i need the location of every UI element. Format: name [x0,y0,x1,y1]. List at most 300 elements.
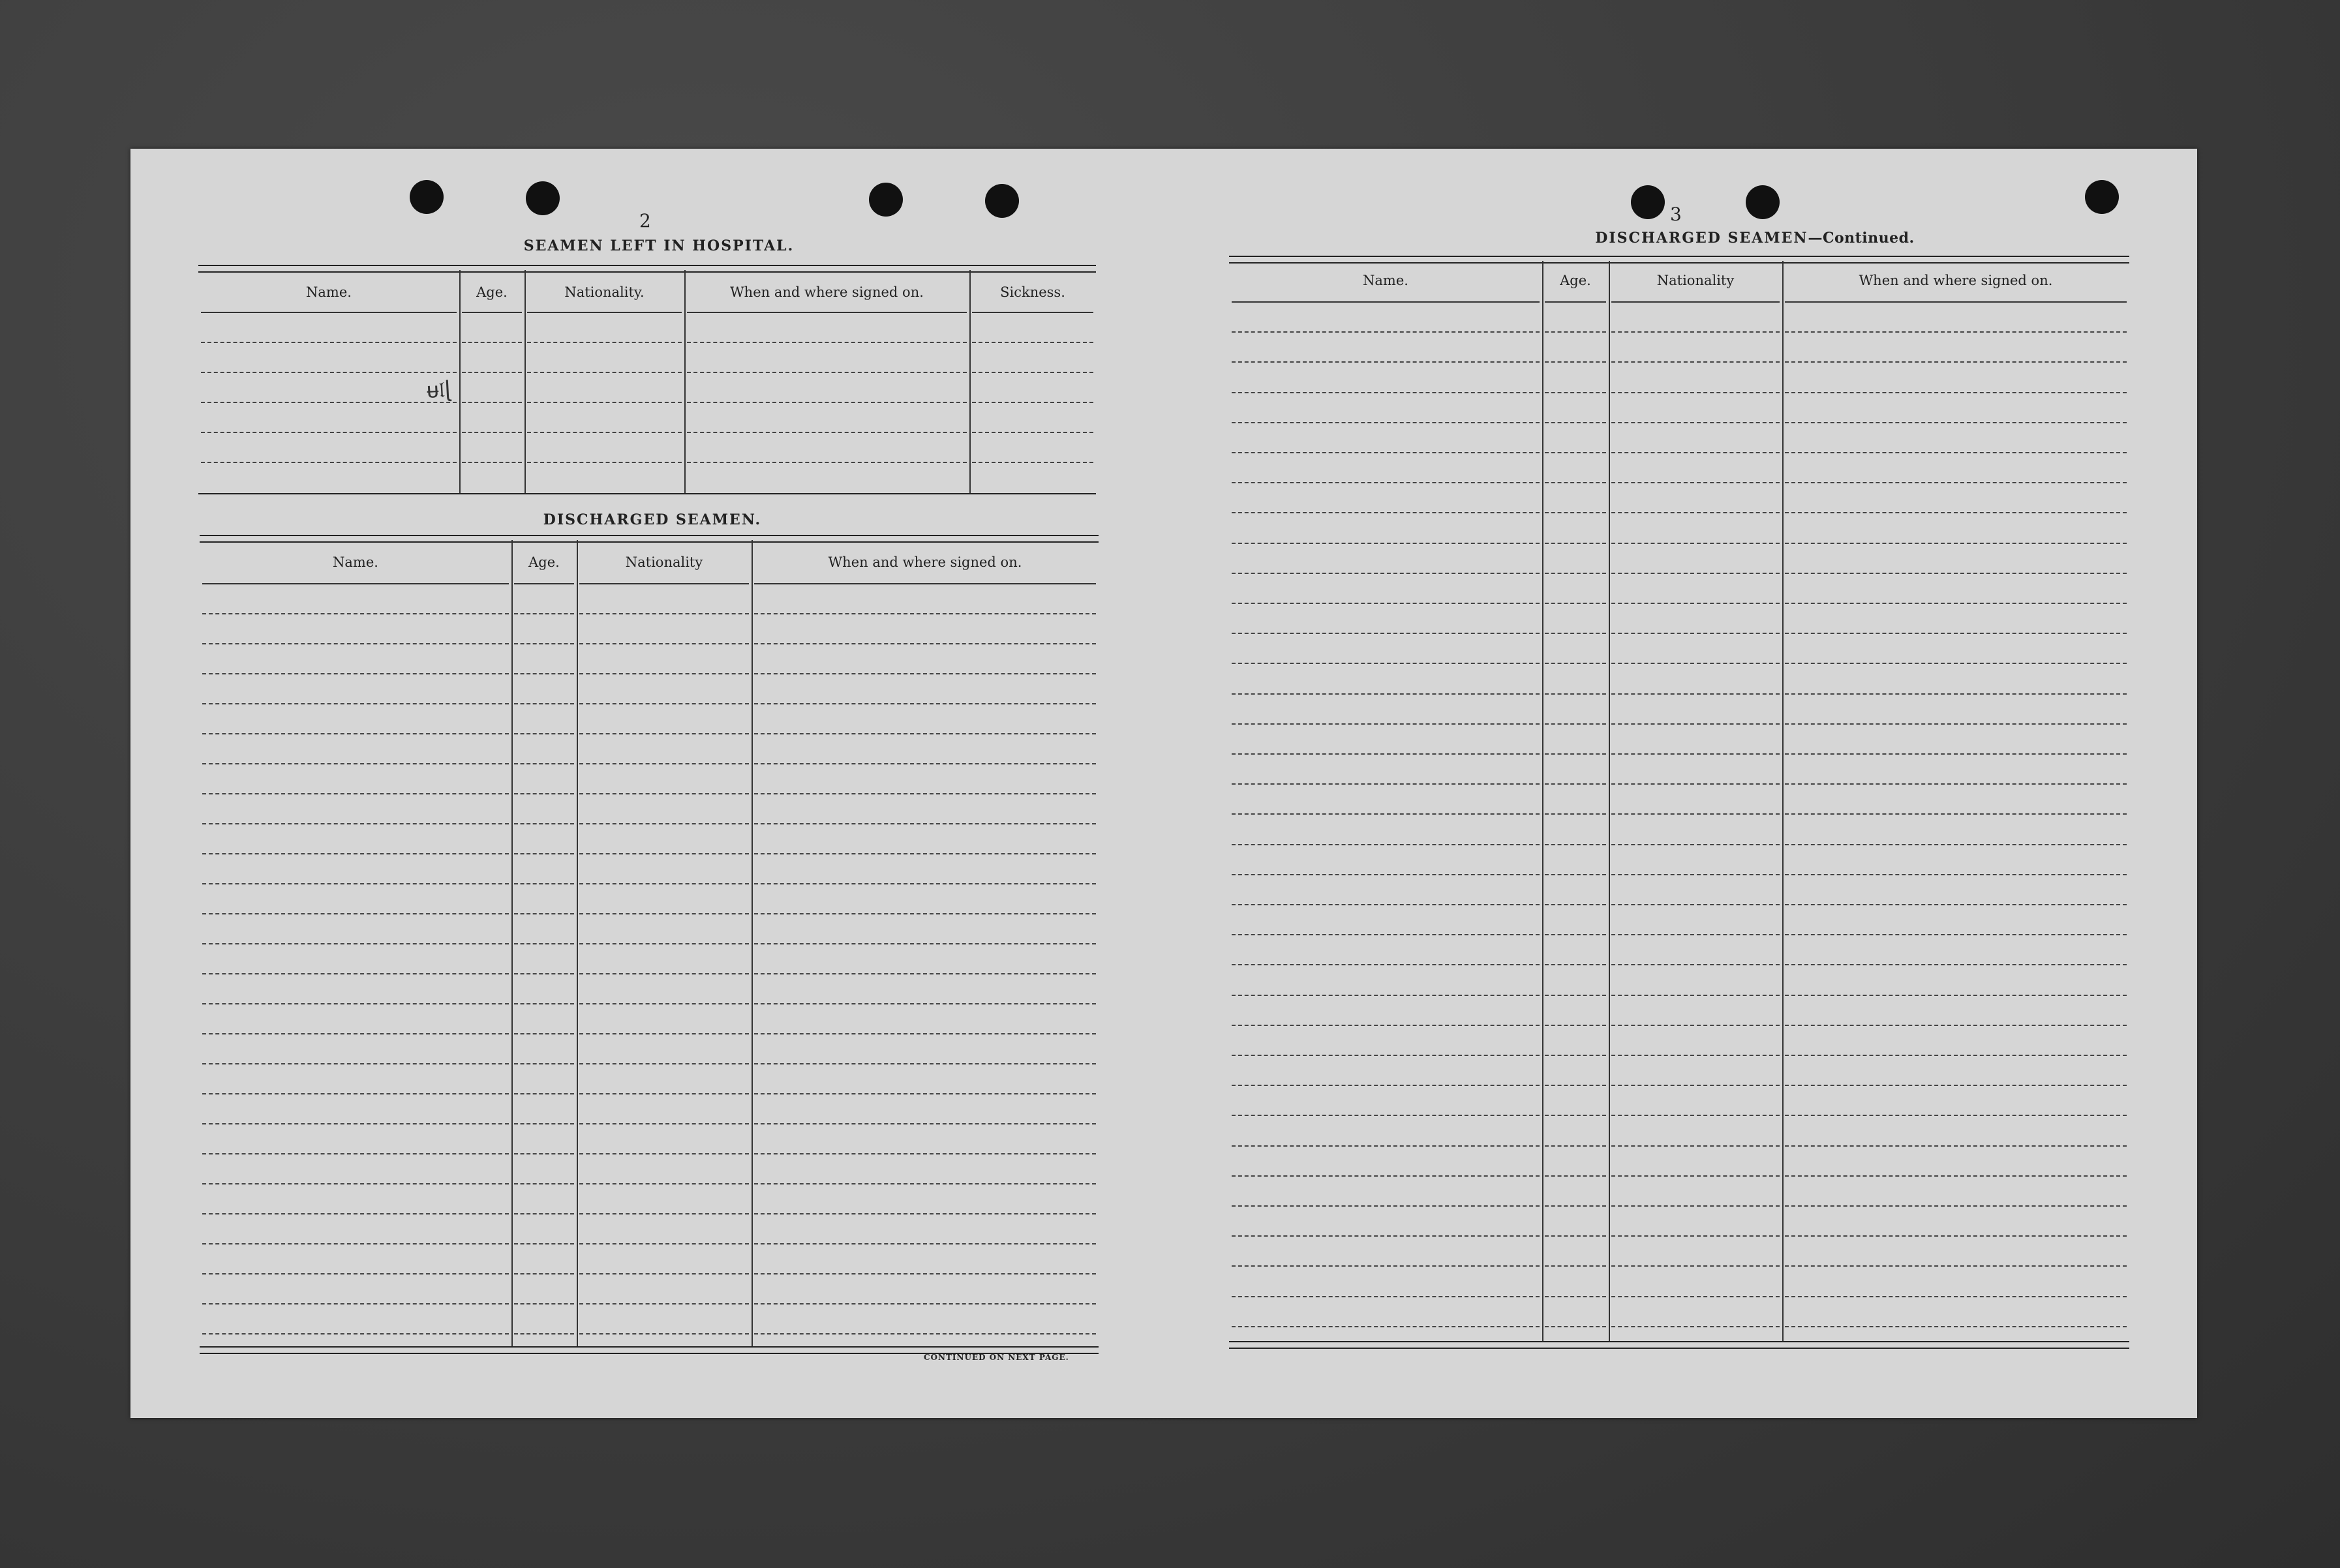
ruled-row-line [687,402,967,403]
ruled-row-line [1232,1115,1540,1116]
table-top-rule [1229,256,2129,264]
ruled-row-line [202,943,509,944]
ruled-row-line [202,913,509,914]
ruled-row-line [579,613,749,614]
ruled-row-line [754,853,1096,854]
ruled-row-line [972,372,1093,373]
ruled-row-line [1611,1085,1780,1086]
ruled-row-line [1611,995,1780,996]
ruled-row-line [687,432,967,433]
ruled-row-line [1545,1265,1606,1267]
ruled-row-line [1545,663,1606,664]
ruled-row-line [1545,995,1606,996]
ruled-row-line [1785,995,2127,996]
ruled-row-line [202,1033,509,1034]
ruled-row-line [1232,452,1540,453]
ruled-row-line [579,1153,749,1154]
page-number-right: 3 [1670,204,1682,225]
ruled-row-line [202,733,509,734]
ruled-row-line [514,973,574,974]
ruled-row-line [202,1333,509,1334]
ruled-row-line [1232,361,1540,363]
punch-hole [410,180,444,214]
ruled-row-line [514,673,574,674]
ruled-row-line [514,1033,574,1034]
ruled-row-line [1785,1175,2127,1177]
column-divider [524,270,526,493]
column-divider [1542,261,1543,1341]
column-header-sickness: Sickness. [1000,284,1065,300]
ruled-row-line [202,673,509,674]
ruled-row-line [1611,753,1780,755]
ruled-row-line [527,402,682,403]
ruled-row-line [514,1063,574,1064]
ruled-row-line [514,1153,574,1154]
ruled-row-line [1611,452,1780,453]
ruled-row-line [1785,543,2127,544]
ruled-row-line [202,793,509,794]
ruled-row-line [1545,693,1606,695]
ruled-row-line [1545,964,1606,965]
column-header-name: Name. [306,284,352,300]
ruled-row-line [1545,783,1606,785]
ruled-row-line [514,883,574,884]
punch-hole [985,184,1019,218]
ruled-row-line [1545,1085,1606,1086]
ruled-row-line [1232,723,1540,725]
ruled-row-line [1785,844,2127,845]
ruled-row-line [579,1003,749,1004]
hospital-table [198,265,1096,500]
ruled-row-line [754,1273,1096,1274]
ruled-row-line [1232,1175,1540,1177]
ruled-row-line [1611,1145,1780,1147]
ruled-row-line [1545,633,1606,634]
ruled-row-line [1545,934,1606,935]
ruled-row-line [754,1213,1096,1214]
ruled-row-line [579,733,749,734]
ruled-row-line [1611,934,1780,935]
ruled-row-line [1785,422,2127,423]
ruled-row-line [1232,874,1540,875]
ruled-row-line [754,733,1096,734]
ruled-row-line [754,703,1096,704]
ruled-row-line [1232,603,1540,604]
discharged-section-title: DISCHARGED SEAMEN. [543,511,762,528]
ruled-row-line [1611,693,1780,695]
header-underline [201,312,457,313]
ruled-row-line [201,342,457,343]
header-underline [527,312,682,313]
ruled-row-line [1232,1085,1540,1086]
table-bottom-rule [198,493,1096,494]
ruled-row-line [579,853,749,854]
ruled-row-line [754,1033,1096,1034]
header-underline [514,583,574,584]
ruled-row-line [514,1093,574,1094]
ruled-row-line [1785,1085,2127,1086]
header-underline [462,312,522,313]
column-header-age: Age. [528,554,560,570]
ruled-row-line [527,462,682,463]
header-underline [1785,301,2127,303]
ruled-row-line [1232,1265,1540,1267]
ruled-row-line [1232,1055,1540,1056]
ruled-row-line [754,943,1096,944]
ruled-row-line [1232,1145,1540,1147]
ruled-row-line [202,703,509,704]
ruled-row-line [754,1333,1096,1334]
ruled-row-line [687,372,967,373]
ruled-row-line [754,1093,1096,1094]
discharged-continued-title [1500,230,2009,247]
ruled-row-line [462,402,522,403]
table-top-rule [200,535,1099,543]
ruled-row-line [1545,1025,1606,1026]
punch-hole [2085,180,2119,214]
ruled-row-line [1785,1115,2127,1116]
ruled-row-line [514,853,574,854]
ruled-row-line [462,342,522,343]
ruled-row-line [1611,844,1780,845]
ruled-row-line [202,823,509,824]
ruled-row-line [514,823,574,824]
ruled-row-line [527,342,682,343]
ruled-row-line [754,1153,1096,1154]
punch-hole [1631,185,1665,219]
header-underline [754,583,1096,584]
ruled-row-line [1232,1326,1540,1327]
ruled-row-line [1611,964,1780,965]
ruled-row-line [1611,1115,1780,1116]
ruled-row-line [1232,934,1540,935]
ruled-row-line [1545,1145,1606,1147]
ruled-row-line [202,883,509,884]
ruled-row-line [687,462,967,463]
ruled-row-line [754,1003,1096,1004]
column-header-nationality: Nationality [1656,273,1735,288]
header-underline [202,583,509,584]
ruled-row-line [1545,452,1606,453]
ruled-row-line [1785,633,2127,634]
ruled-row-line [1611,783,1780,785]
ruled-row-line [1545,422,1606,423]
ruled-row-line [202,613,509,614]
ruled-row-line [1785,452,2127,453]
ruled-row-line [1785,874,2127,875]
ruled-row-line [514,1003,574,1004]
ruled-row-line [514,1303,574,1304]
ruled-row-line [972,432,1093,433]
ruled-row-line [1232,512,1540,513]
ruled-row-line [1545,392,1606,393]
ruled-row-line [1785,723,2127,725]
ruled-row-line [462,462,522,463]
ruled-row-line [1611,361,1780,363]
ruled-row-line [754,913,1096,914]
ruled-row-line [1611,874,1780,875]
column-header-nationality: Nationality. [564,284,645,300]
ruled-row-line [514,703,574,704]
ruled-row-line [1611,633,1780,634]
ruled-row-line [579,1333,749,1334]
table-top-rule [198,265,1096,273]
ruled-row-line [1785,904,2127,905]
ruled-row-line [514,1333,574,1334]
ruled-row-line [1785,1326,2127,1327]
ruled-row-line [1232,753,1540,755]
ruled-row-line [579,1123,749,1124]
ruled-row-line [754,793,1096,794]
ruled-row-line [1545,331,1606,333]
ruled-row-line [1232,964,1540,965]
ruled-row-line [754,1303,1096,1304]
ruled-row-line [1611,813,1780,815]
column-divider [511,540,513,1346]
ruled-row-line [579,793,749,794]
ruled-row-line [579,973,749,974]
ruled-row-line [579,763,749,764]
ruled-row-line [1545,1055,1606,1056]
header-underline [579,583,749,584]
column-divider [1782,261,1784,1341]
ruled-row-line [1785,361,2127,363]
ruled-row-line [1611,392,1780,393]
column-divider [459,270,461,493]
ruled-row-line [1611,331,1780,333]
ruled-row-line [972,462,1093,463]
ruled-row-line [687,342,967,343]
ruled-row-line [1611,422,1780,423]
ruled-row-line [1232,693,1540,695]
column-header-age: Age. [476,284,508,300]
column-divider [752,540,753,1346]
ruled-row-line [1611,1235,1780,1237]
ruled-row-line [1545,813,1606,815]
ruled-row-line [514,1213,574,1214]
ruled-row-line [202,763,509,764]
ruled-row-line [1611,1296,1780,1297]
ruled-row-line [1545,482,1606,483]
column-divider [1609,261,1610,1341]
ruled-row-line [514,793,574,794]
ruled-row-line [1232,1205,1540,1207]
column-header-signed-on: When and where signed on. [828,554,1022,570]
header-underline [1545,301,1606,303]
ruled-row-line [1611,663,1780,664]
ruled-row-line [1232,1235,1540,1237]
ruled-row-line [514,733,574,734]
ruled-row-line [462,432,522,433]
ruled-row-line [1611,1326,1780,1327]
ruled-row-line [1545,723,1606,725]
ruled-row-line [1232,633,1540,634]
ruled-row-line [1232,1296,1540,1297]
ruled-row-line [1785,482,2127,483]
discharged-continued-title-suffix: —Continued. [1808,230,1915,247]
ruled-row-line [1232,392,1540,393]
ruled-row-line [579,703,749,704]
ruled-row-line [1611,723,1780,725]
ruled-row-line [462,372,522,373]
ruled-row-line [1785,1145,2127,1147]
ruled-row-line [754,823,1096,824]
ruled-row-line [1611,1205,1780,1207]
ruled-row-line [1545,874,1606,875]
ruled-row-line [579,1273,749,1274]
ruled-row-line [1545,1205,1606,1207]
ruled-row-line [202,1273,509,1274]
ruled-row-line [1232,573,1540,574]
ruled-row-line [1545,603,1606,604]
ruled-row-line [579,1303,749,1304]
punch-hole [869,183,903,217]
ruled-row-line [514,613,574,614]
ruled-row-line [754,613,1096,614]
ruled-row-line [1611,1055,1780,1056]
ruled-row-line [1785,573,2127,574]
ruled-row-line [579,1033,749,1034]
ruled-row-line [202,1183,509,1184]
ruled-row-line [1232,1025,1540,1026]
ruled-row-line [202,1213,509,1214]
ruled-row-line [202,643,509,644]
ruled-row-line [1232,422,1540,423]
discharged-continued-table [1229,256,2129,1355]
header-underline [972,312,1093,313]
punch-hole [526,181,560,215]
header-underline [1232,301,1540,303]
ruled-row-line [202,1303,509,1304]
ruled-row-line [1785,813,2127,815]
hospital-section-title: SEAMEN LEFT IN HOSPITAL. [523,237,795,254]
ruled-row-line [514,1123,574,1124]
ruled-row-line [1785,1025,2127,1026]
ruled-row-line [201,402,457,403]
ruled-row-line [1611,904,1780,905]
column-header-signed-on: When and where signed on. [1859,273,2053,288]
ruled-row-line [202,1003,509,1004]
ruled-row-line [514,1243,574,1244]
column-divider [684,270,686,493]
ruled-row-line [202,1123,509,1124]
ruled-row-line [1785,1235,2127,1237]
ruled-row-line [514,1183,574,1184]
ruled-row-line [201,462,457,463]
ruled-row-line [972,402,1093,403]
ruled-row-line [1785,753,2127,755]
ruled-row-line [514,763,574,764]
ruled-row-line [1232,663,1540,664]
ruled-row-line [579,823,749,824]
ruled-row-line [579,673,749,674]
ruled-row-line [514,943,574,944]
ruled-row-line [579,1243,749,1244]
ruled-row-line [1545,1326,1606,1327]
ruled-row-line [1611,543,1780,544]
ruled-row-line [1232,904,1540,905]
column-header-name: Name. [333,554,378,570]
ruled-row-line [579,1213,749,1214]
ruled-row-line [1611,512,1780,513]
ruled-row-line [1232,482,1540,483]
ruled-row-line [754,763,1096,764]
column-divider [577,540,578,1346]
ruled-row-line [201,432,457,433]
ruled-row-line [1232,331,1540,333]
ruled-row-line [202,1093,509,1094]
ruled-row-line [1232,783,1540,785]
ruled-row-line [579,643,749,644]
ruled-row-line [202,1153,509,1154]
ruled-row-line [1785,1205,2127,1207]
ruled-row-line [202,1063,509,1064]
ruled-row-line [1545,361,1606,363]
ruled-row-line [202,1243,509,1244]
ruled-row-line [1785,512,2127,513]
ruled-row-line [754,673,1096,674]
ruled-row-line [1611,1175,1780,1177]
table-bottom-rule [1229,1341,2129,1349]
ruled-row-line [1545,543,1606,544]
column-divider [969,270,971,493]
column-header-nationality: Nationality [625,554,703,570]
ruled-row-line [579,1063,749,1064]
ruled-row-line [514,1273,574,1274]
ruled-row-line [1785,392,2127,393]
column-header-signed-on: When and where signed on. [730,284,924,300]
punch-hole [1746,185,1780,219]
ruled-row-line [579,1183,749,1184]
page-number-left: 2 [639,210,651,232]
ruled-row-line [1545,904,1606,905]
ruled-row-line [1232,844,1540,845]
ruled-row-line [1785,1055,2127,1056]
ruled-row-line [1545,1175,1606,1177]
ruled-row-line [754,1183,1096,1184]
ruled-row-line [1611,573,1780,574]
ruled-row-line [1545,1115,1606,1116]
ruled-row-line [1545,844,1606,845]
ruled-row-line [1785,663,2127,664]
ruled-row-line [1545,1296,1606,1297]
ruled-row-line [1611,482,1780,483]
ruled-row-line [754,883,1096,884]
ruled-row-line [1611,1025,1780,1026]
discharged-continued-title-main: DISCHARGED SEAMEN [1595,230,1808,247]
ruled-row-line [754,973,1096,974]
ruled-row-line [579,913,749,914]
ruled-row-line [202,853,509,854]
ruled-row-line [1785,964,2127,965]
ruled-row-line [1545,753,1606,755]
ruled-row-line [1545,573,1606,574]
continued-note: CONTINUED ON NEXT PAGE. [924,1353,1069,1362]
ruled-row-line [579,943,749,944]
ruled-row-line [527,372,682,373]
ruled-row-line [579,883,749,884]
ruled-row-line [514,643,574,644]
ruled-row-line [1785,693,2127,695]
ruled-row-line [1545,512,1606,513]
form-sheet [130,149,2197,1418]
ruled-row-line [754,1123,1096,1124]
ruled-row-line [754,1063,1096,1064]
ruled-row-line [514,913,574,914]
ruled-row-line [1232,813,1540,815]
ruled-row-line [527,432,682,433]
ruled-row-line [1785,934,2127,935]
